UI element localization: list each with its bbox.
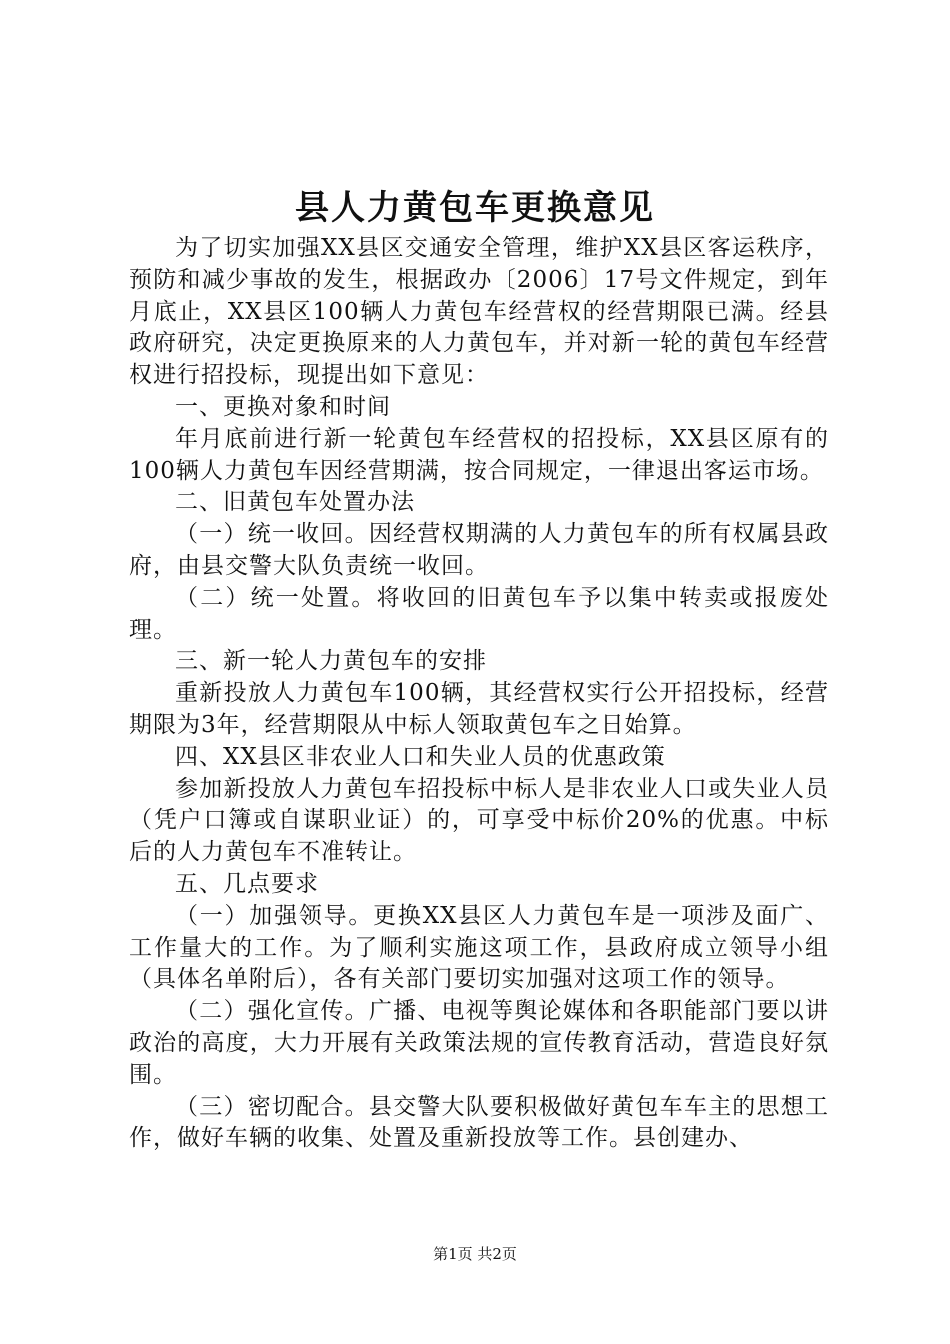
section-heading-4: 四、XX县区非农业人口和失业人员的优惠政策	[175, 743, 666, 770]
document-body	[129, 233, 829, 1155]
intro-paragraph: 为了切实加强XX县区交通安全管理，维护XX县区客运秩序，预防和减少事故的发生，根据政办〔2006〕17号文件规定，到年月底止，XX县区100辆人力黄包车经营权的经营期限已满。经县政府研究，决定更换原来的人力黄包车，并对新一轮的黄包车经营权进行招投标，现提出如下意见：	[129, 235, 829, 389]
section-heading-2: 二、旧黄包车处置办法	[175, 489, 415, 516]
section-5-item-1: （一）加强领导。更换XX县区人力黄包车是一项涉及面广、工作量大的工作。为了顺利实施这项工作，县政府成立领导小组（具体名单附后），各有关部门要切实加强对这项工作的领导。	[129, 902, 829, 993]
section-heading-1: 一、更换对象和时间	[175, 393, 391, 420]
section-2-item-2: （二）统一处置。将收回的旧黄包车予以集中转卖或报废处理。	[129, 584, 829, 643]
section-1-paragraph: 年月底前进行新一轮黄包车经营权的招投标，XX县区原有的100辆人力黄包车因经营期满，按合同规定，一律退出客运市场。	[129, 425, 829, 484]
section-heading-5: 五、几点要求	[175, 870, 319, 897]
section-5-item-3: （三）密切配合。县交警大队要积极做好黄包车车主的思想工作，做好车辆的收集、处置及重新投放等工作。县创建办、	[129, 1093, 829, 1152]
page-number-footer: 第1页 共2页	[433, 1245, 517, 1263]
section-4-paragraph: 参加新投放人力黄包车招投标中标人是非农业人口或失业人员（凭户口簿或自谋职业证）的，可享受中标价20%的优惠。中标后的人力黄包车不准转让。	[129, 775, 829, 866]
section-2-item-1: （一）统一收回。因经营权期满的人力黄包车的所有权属县政府，由县交警大队负责统一收回。	[129, 521, 829, 579]
section-heading-3: 三、新一轮人力黄包车的安排	[175, 648, 487, 675]
section-5-item-2: （二）强化宣传。广播、电视等舆论媒体和各职能部门要以讲政治的高度，大力开展有关政策法规的宣传教育活动，营造良好氛围。	[129, 998, 829, 1088]
document-title: 县人力黄包车更换意见	[295, 188, 655, 228]
section-3-paragraph: 重新投放人力黄包车100辆，其经营权实行公开招投标，经营期限为3年，经营期限从中标人领取黄包车之日始算。	[129, 680, 829, 738]
